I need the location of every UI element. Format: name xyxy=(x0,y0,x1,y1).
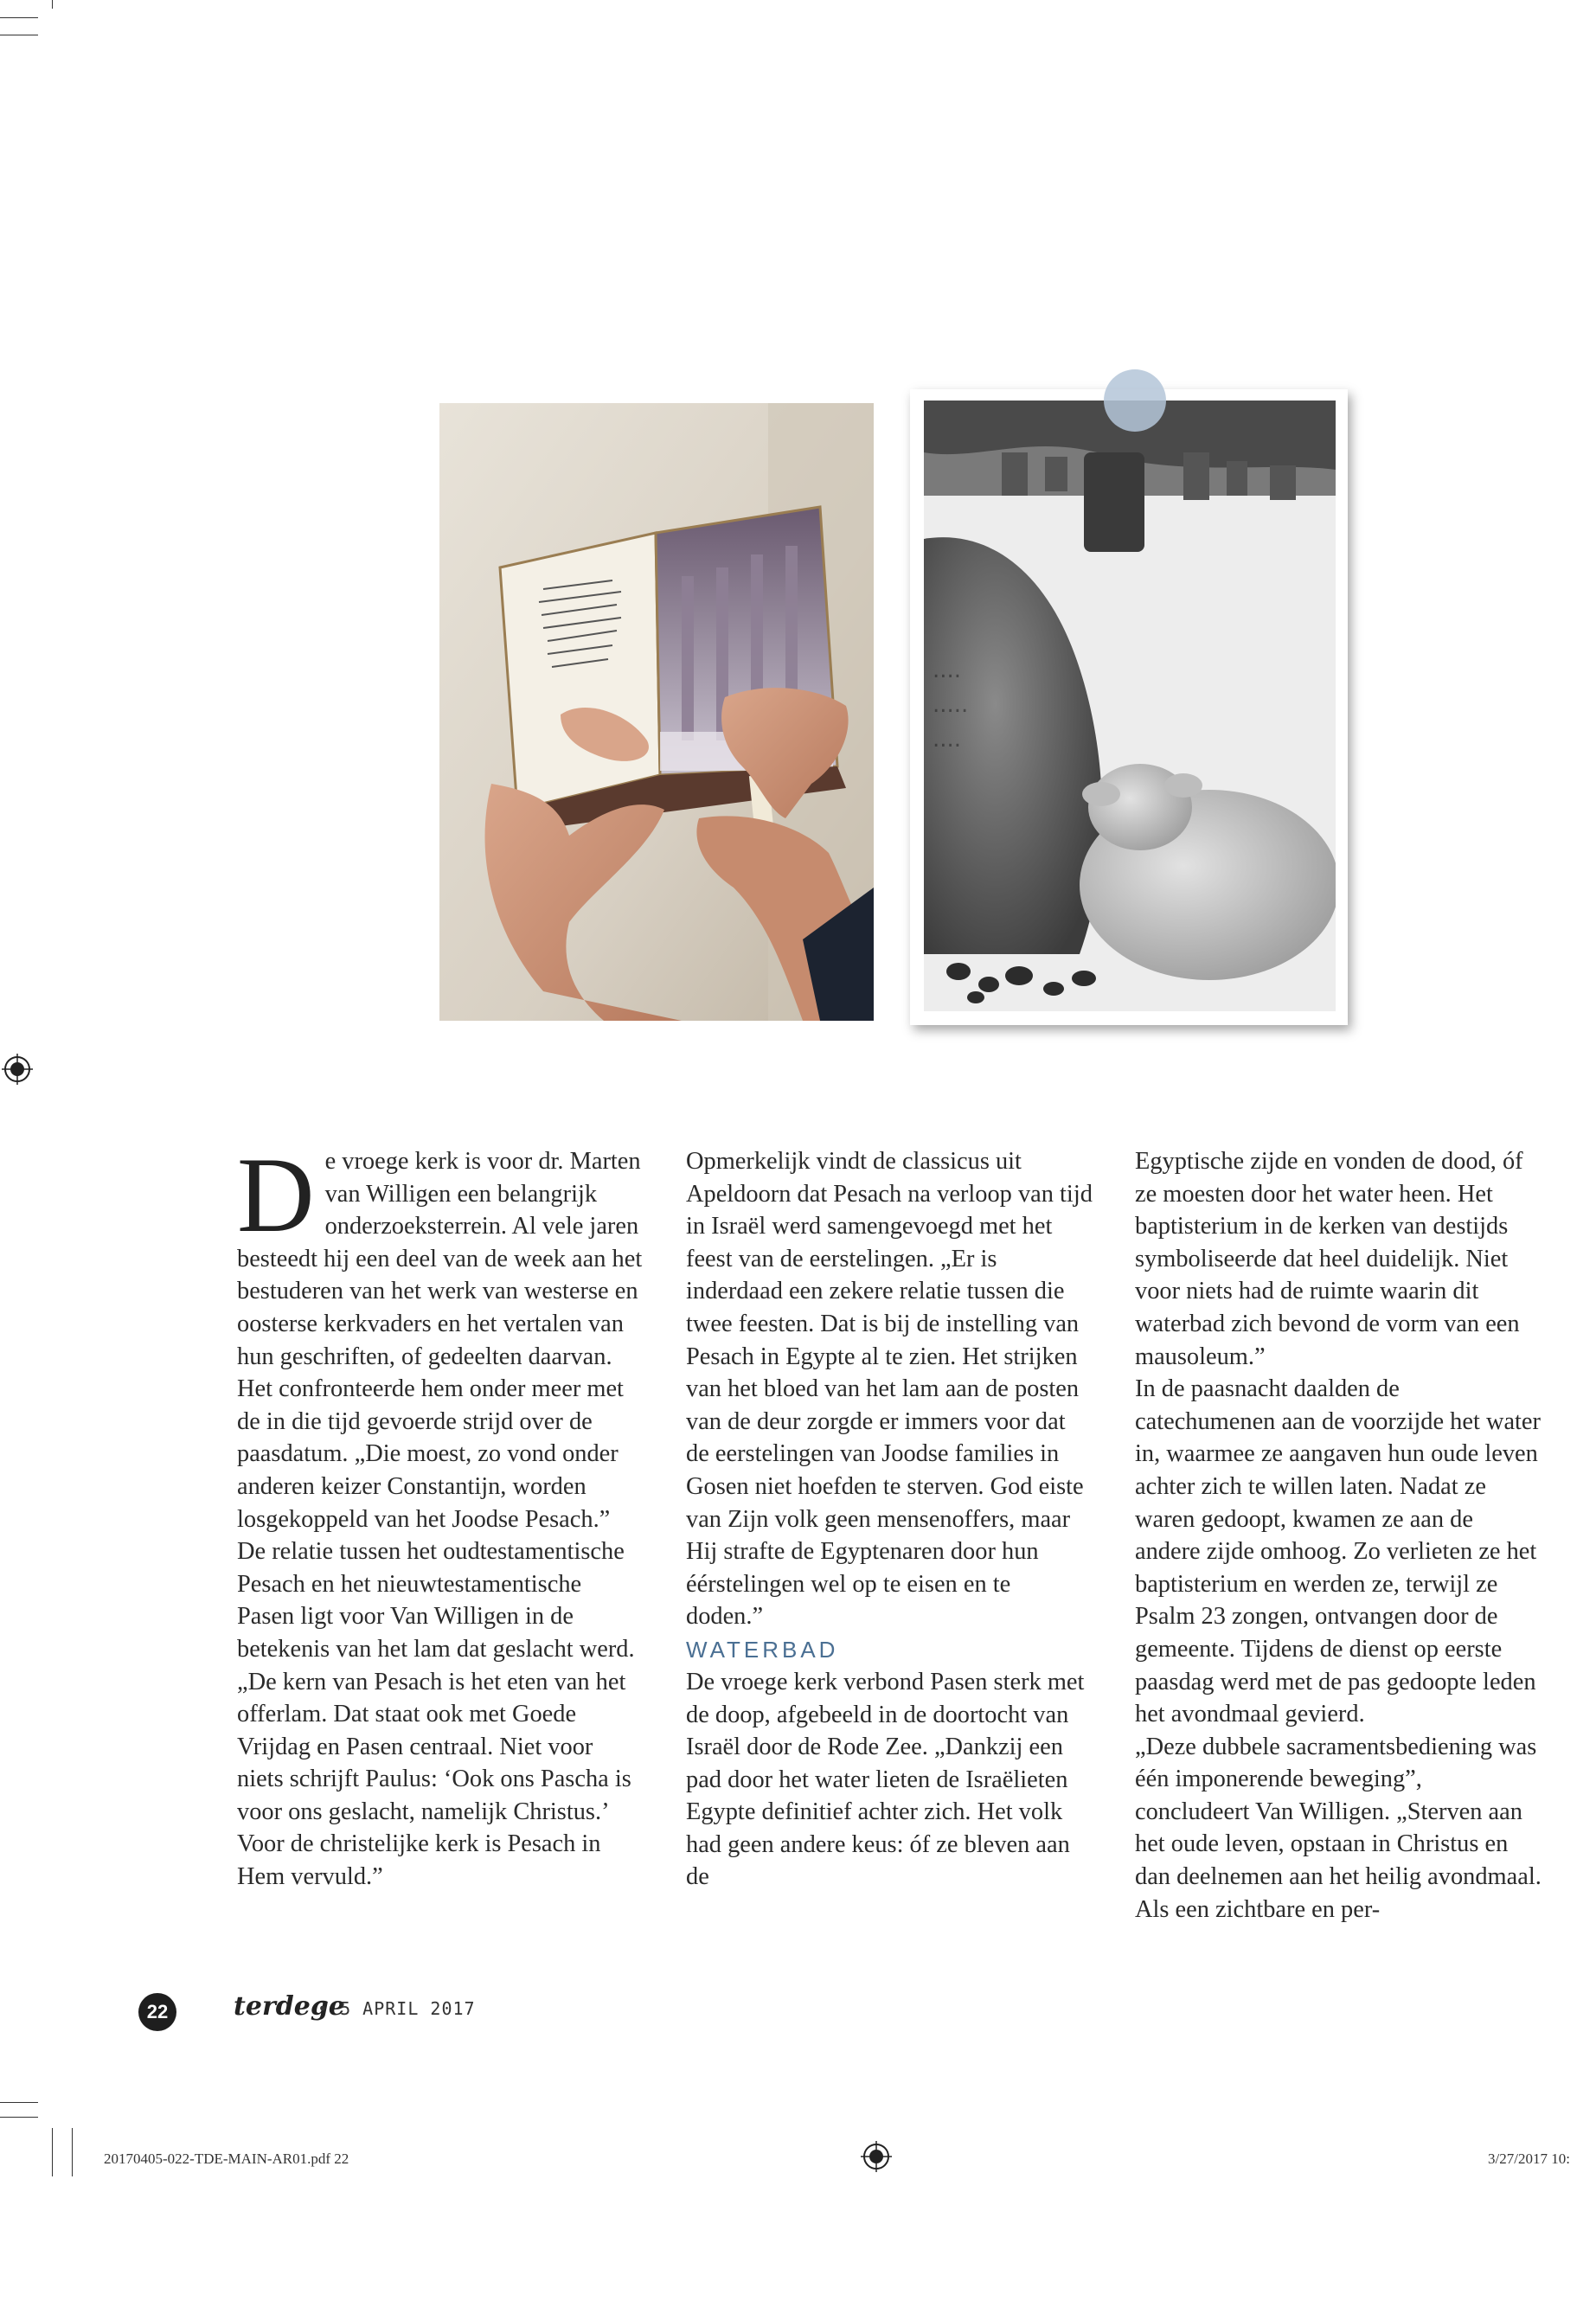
crop-mark xyxy=(0,2102,38,2103)
paragraph: De vroege kerk verbond Pasen sterk met de doop, afgebeeld in de doortocht van Israël door de Rode Zee. „Dankzij een pad door het water lieten de Israëlieten Egypte definitief achter zich. Het volk had geen andere keus: óf ze bleven aan de xyxy=(686,1668,1085,1891)
crop-mark xyxy=(52,2128,53,2176)
svg-text:....: .... xyxy=(933,727,962,753)
page-number-badge: 22 xyxy=(138,1993,176,2031)
registration-mark-icon xyxy=(2,1054,33,1085)
crop-mark xyxy=(72,2128,73,2176)
paragraph: Egyptische zijde en vonden de dood, óf ze moesten door het water heen. Het baptisterium in de kerken van destijds symboliseerde dat heel duidelijk. Niet voor niets had de ruimte waarin dit waterbad zich bevond de vorm van een mausoleum.” xyxy=(1135,1148,1523,1370)
crop-mark xyxy=(0,17,38,18)
paragraph: „Deze dubbele sacramentsbediening was één imponerende beweging”, concludeert Van Willigen. „Sterven aan het oude leven, opstaan in Christus en dan deelnemen aan het heilig avondmaal. Als een zichtbare en per- xyxy=(1135,1733,1542,1923)
paragraph: De relatie tussen het oudtestamentische Pesach en het nieuwtestamentische Pasen ligt voor Van Willigen in de betekenis van het lam dat geslacht werd. „De kern van Pesach is het eten van het offerlam. Dat staat ook met Goede Vrijdag en Pasen centraal. Niet voor niets schrijft Paulus: ‘Ook ons Pascha is voor ons geslacht, namelijk Christus.’ Voor de christelijke kerk is Pesach in Hem vervuld.” xyxy=(237,1538,635,1891)
article-column-1 xyxy=(237,1136,644,1894)
section-subheading: WATERBAD xyxy=(686,1636,839,1663)
registration-mark-icon xyxy=(861,2141,892,2172)
print-filename: 20170405-022-TDE-MAIN-AR01.pdf 22 xyxy=(104,2150,349,2167)
magazine-masthead: terdege xyxy=(234,1991,345,2022)
paragraph: Opmerkelijk vindt de classicus uit Apeldoorn dat Pesach na verloop van tijd in Israël werd samengevoegd met het feest van de eerstelingen. „Er is inderdaad een zekere relatie tussen die twee feesten. Dat is bij de instelling van Pesach in Egypte al te zien. Het strijken van het bloed van het lam aan de posten van de deur zorgde er immers voor dat de eerstelingen van Joodse families in Gosen niet hoefden te sterven. God eiste van Zijn volk geen mensenoffers, maar Hij strafte de Egyptenaren door hun éérstelingen wel op te eisen en te doden.” xyxy=(686,1148,1093,1631)
pin-icon xyxy=(1104,369,1166,432)
crop-mark xyxy=(52,0,53,9)
lead-text: e vroege kerk is voor dr. Marten van Willigen een belangrijk onderzoeksterrein. Al vele jaren besteedt hij een deel van de week aan het bestuderen van het werk van westerse en oosterse kerkvaders en het vertalen van hun geschriften, of gedeelten daarvan. Het confronteerde hem onder meer met de in die tijd gevoerde strijd over de paasdatum. „Die moest, zo vond onder anderen keizer Constantijn, worden losgekoppeld van het Joodse Pesach.” xyxy=(237,1148,643,1533)
article-column-3 xyxy=(1135,1145,1542,1926)
svg-text:.....: ..... xyxy=(933,692,969,718)
svg-text:....: .... xyxy=(933,657,962,683)
lead-paragraph xyxy=(237,1136,644,1535)
dropcap: D xyxy=(237,1136,315,1254)
article-column-2 xyxy=(686,1145,1093,1894)
crop-mark xyxy=(0,2117,38,2118)
print-timestamp: 3/27/2017 10: xyxy=(1488,2150,1570,2167)
photo-hands-holding-book xyxy=(439,403,874,1021)
photo-gravestone-lamb xyxy=(924,401,1336,1011)
issue-date: • 5 APRIL 2017 xyxy=(317,1998,476,2019)
paragraph: In de paasnacht daalden de catechumenen aan de voorzijde het water in, waarmee ze aangaven hun oude leven achter zich te willen laten. Nadat ze waren gedoopt, kwamen ze aan de andere zijde omhoog. Zo verlieten ze het baptisterium en werden ze, terwijl ze Psalm 23 zongen, ontvangen door de gemeente. Tijdens de dienst op eerste paasdag werd met de pas gedoopte leden het avondmaal gevierd. xyxy=(1135,1375,1541,1728)
